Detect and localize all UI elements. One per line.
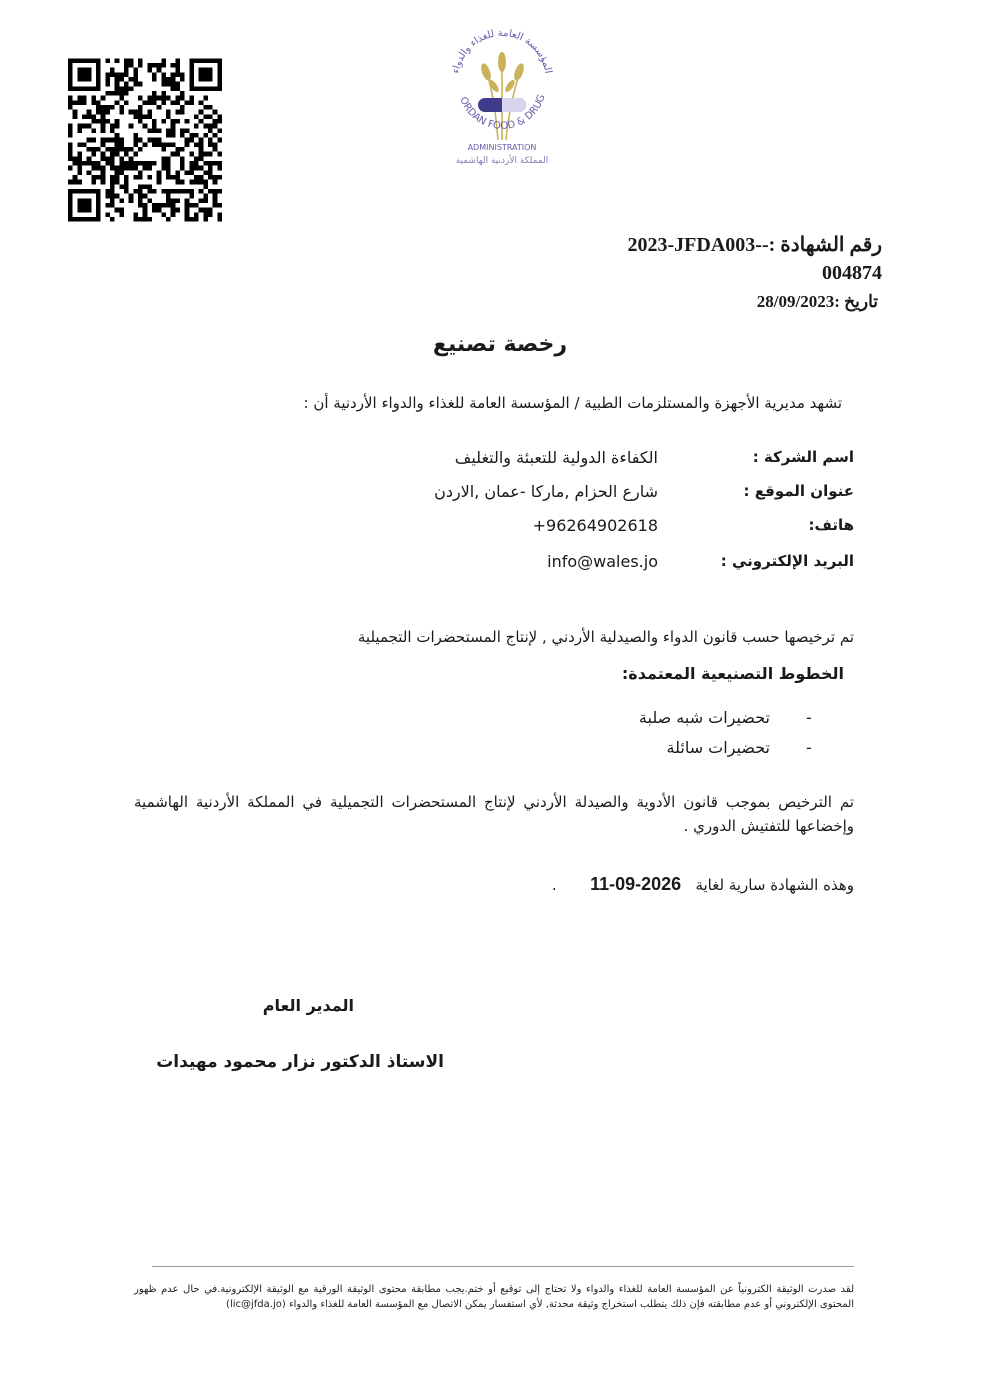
site-address-label: عنوان الموقع : xyxy=(743,482,854,500)
production-lines-heading: الخطوط التصنيعية المعتمدة: xyxy=(621,664,844,683)
validity-date: 11-09-2026 xyxy=(590,874,682,894)
document-title: رخصة تصنيع xyxy=(432,332,568,357)
director-name: الاستاذ الدكتور نزار محمود مهيدات xyxy=(156,1052,444,1072)
validity-line xyxy=(552,874,854,895)
production-line-dash: - xyxy=(806,738,812,757)
logo-kingdom-text: المملكة الأردنية الهاشمية xyxy=(455,156,549,166)
qr-code-icon xyxy=(68,58,222,222)
footer-disclaimer: لقد صدرت الوثيقة الكترونياً عن المؤسسة العامة للغذاء والدواء ولا تحتاج إلى توقيع أو ختم.يجب مطابقة محتوى الوثيقة الورقية مع الوثيقة الإلكترونية.في حال عدم ظهور المحتوى الإلكتروني أو عدم مطابقته فإن ذلك يتطلب استخراج وثيقة محدثة, لأي استفسار يمكن الاتصال مع المؤسسة العامة للغذاء والدواء (lic@jfda.jo) xyxy=(134,1284,854,1310)
phone-label: هاتف: xyxy=(808,516,854,534)
footer-divider xyxy=(152,1266,854,1267)
jfda-logo xyxy=(438,28,566,170)
email-label: البريد الإلكتروني : xyxy=(720,552,854,570)
site-address-value: شارع الحزام ,ماركا -عمان ,الاردن xyxy=(434,482,658,501)
certificate-number-part1: 2023-JFDA003- xyxy=(627,234,762,256)
certificate-number-line xyxy=(628,232,882,257)
certificate-number-part2: 004874 xyxy=(822,262,882,284)
production-line-item: تحضيرات شبه صلبة xyxy=(638,708,770,727)
licensed-statement: تم ترخيصها حسب قانون الدواء والصيدلية الأردني , لإنتاج المستحضرات التجميلية xyxy=(357,628,854,646)
production-line-dash: - xyxy=(806,708,812,727)
production-line-item: تحضيرات سائلة xyxy=(666,738,770,757)
company-name-value: الكفاءة الدولية للتعبئة والتغليف xyxy=(454,448,658,467)
intro-text: تشهد مديرية الأجهزة والمستلزمات الطبية / المؤسسة العامة للغذاء والدواء الأردنية أن : xyxy=(303,394,842,412)
validity-text: وهذه الشهادة سارية لغاية xyxy=(695,876,854,894)
certificate-date-line xyxy=(757,292,878,312)
company-name-label: اسم الشركة : xyxy=(752,448,854,466)
certificate-date-label: تاريخ : xyxy=(834,292,878,311)
certificate-number-label: رقم الشهادة :- xyxy=(761,234,882,256)
email-value: info@wales.jo xyxy=(547,552,658,571)
validity-end: . xyxy=(551,876,557,894)
logo-english-arc: ORDAN FOOD & DRUG xyxy=(457,93,548,133)
director-title: المدير العام xyxy=(262,996,354,1015)
logo-administration: ADMINISTRATION xyxy=(467,143,537,152)
certificate-date-value: 28/09/2023 xyxy=(756,292,835,311)
license-paragraph: تم الترخيص بموجب قانون الأدوية والصيدلة الأردني لإنتاج المستحضرات التجميلية في المملكة الأردنية الهاشمية وإخضاعها للتفتيش الدوري . xyxy=(134,793,854,835)
logo-arabic-arc: المؤسسة العامة للغذاء والدواء xyxy=(450,28,554,75)
phone-value: +96264902618 xyxy=(532,516,658,535)
